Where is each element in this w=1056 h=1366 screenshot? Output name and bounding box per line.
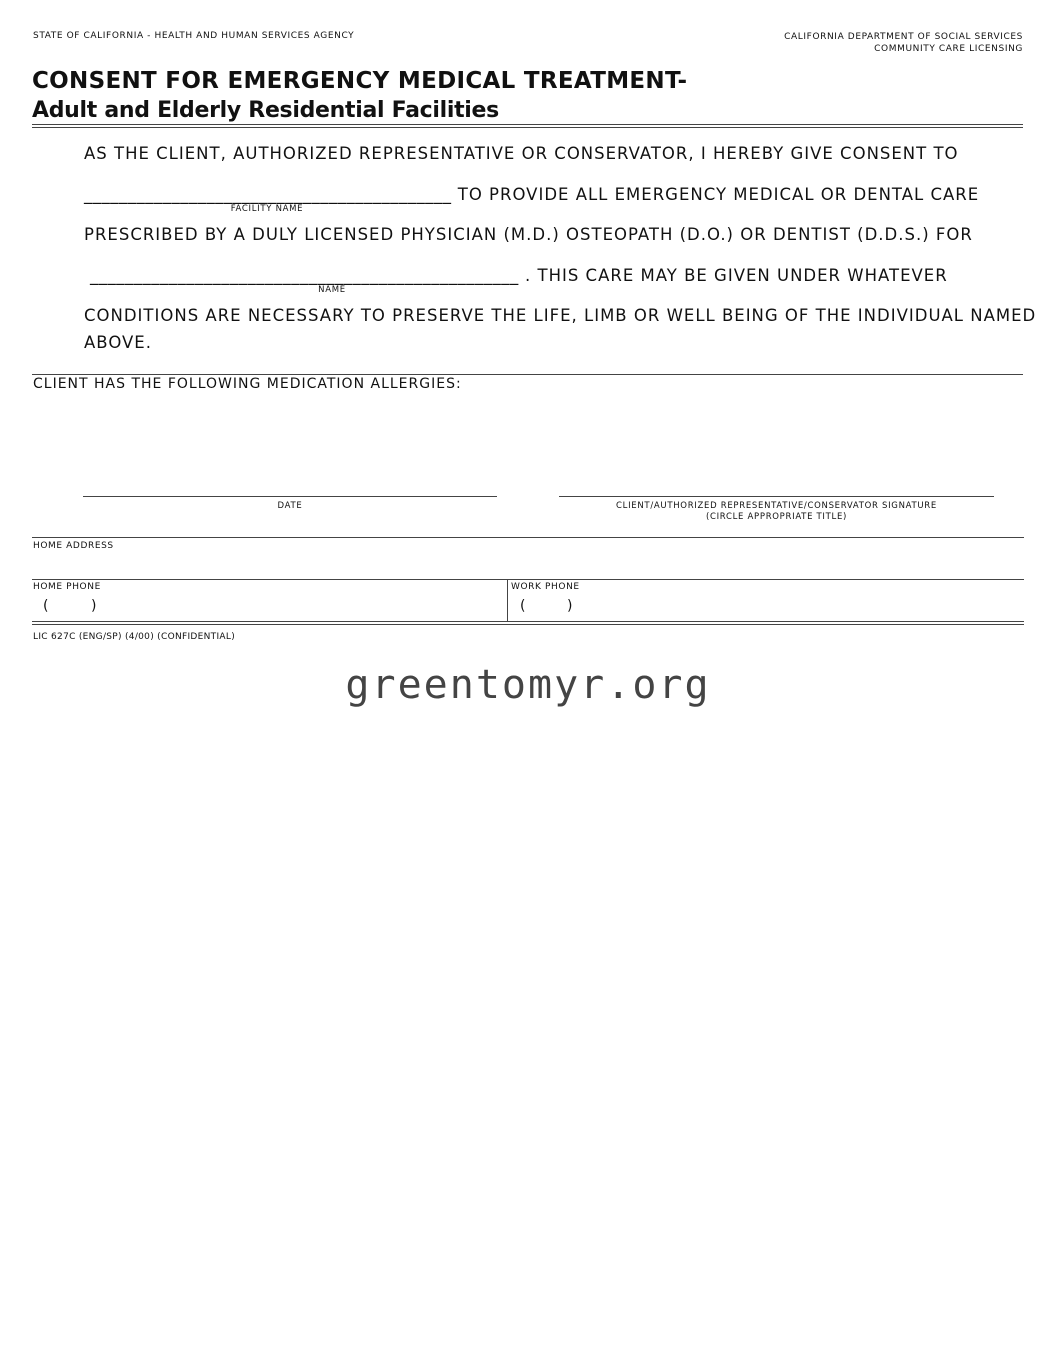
form-id: LIC 627C (ENG/SP) (4/00) (CONFIDENTIAL): [33, 632, 236, 642]
signature-line[interactable]: [559, 496, 994, 497]
work-phone-area-open: (: [520, 598, 526, 614]
client-name-field[interactable]: _________________________________________________: [90, 266, 519, 285]
home-phone-label: HOME PHONE: [33, 582, 101, 592]
consent-line-2: [84, 185, 979, 204]
phone-divider: [507, 579, 508, 621]
footer-rule-bottom: [32, 624, 1024, 625]
title-rule-bottom: [32, 127, 1023, 128]
work-phone-area-close: ): [567, 598, 573, 614]
consent-line-5: CONDITIONS ARE NECESSARY TO PRESERVE THE LIFE, LIMB OR WELL BEING OF THE INDIVIDUAL NAMED: [84, 306, 1037, 325]
allergies-rule: [32, 374, 1023, 375]
home-phone-area-close: ): [91, 598, 97, 614]
consent-line-4: [90, 266, 948, 285]
agency-left: STATE OF CALIFORNIA - HEALTH AND HUMAN SERVICES AGENCY: [33, 31, 355, 41]
phone-rule: [32, 579, 1024, 580]
signature-sublabel: (CIRCLE APPROPRIATE TITLE): [705, 512, 848, 522]
signature-caption: [559, 501, 994, 523]
signature-label: CLIENT/AUTHORIZED REPRESENTATIVE/CONSERVATOR SIGNATURE: [616, 501, 937, 511]
work-phone-field[interactable]: [511, 594, 1021, 618]
consent-line-1: AS THE CLIENT, AUTHORIZED REPRESENTATIVE OR CONSERVATOR, I HEREBY GIVE CONSENT TO: [84, 144, 959, 163]
consent-line-2-tail: TO PROVIDE ALL EMERGENCY MEDICAL OR DENTAL CARE: [451, 185, 980, 204]
home-phone-field[interactable]: [33, 594, 503, 618]
consent-line-6: ABOVE.: [84, 333, 152, 352]
facility-name-caption: FACILITY NAME: [230, 204, 304, 214]
title-rule-top: [32, 124, 1023, 125]
footer-rule-top: [32, 621, 1024, 622]
date-line[interactable]: [83, 496, 497, 497]
home-phone-area-open: (: [43, 598, 49, 614]
form-subtitle: Adult and Elderly Residential Facilities: [32, 98, 499, 123]
agency-right-line2: COMMUNITY CARE LICENSING: [874, 44, 1023, 54]
work-phone-label: WORK PHONE: [511, 582, 580, 592]
facility-name-field[interactable]: __________________________________________: [84, 185, 452, 204]
form-title: CONSENT FOR EMERGENCY MEDICAL TREATMENT-: [32, 68, 688, 94]
agency-right-line1: CALIFORNIA DEPARTMENT OF SOCIAL SERVICES: [784, 32, 1023, 42]
consent-line-3: PRESCRIBED BY A DULY LICENSED PHYSICIAN (M.D.) OSTEOPATH (D.O.) OR DENTIST (D.D.S.) FOR: [84, 225, 973, 244]
date-label: DATE: [277, 501, 303, 511]
client-name-caption: NAME: [318, 285, 346, 295]
watermark: greentomyr.org: [345, 662, 711, 708]
address-rule: [32, 537, 1024, 538]
home-address-field[interactable]: [33, 553, 1023, 577]
allergies-field[interactable]: [33, 398, 1023, 490]
agency-right: [784, 31, 1023, 55]
home-address-label: HOME ADDRESS: [33, 541, 114, 551]
allergies-label: CLIENT HAS THE FOLLOWING MEDICATION ALLERGIES:: [33, 376, 462, 392]
consent-line-4-tail: . THIS CARE MAY BE GIVEN UNDER WHATEVER: [518, 266, 948, 285]
